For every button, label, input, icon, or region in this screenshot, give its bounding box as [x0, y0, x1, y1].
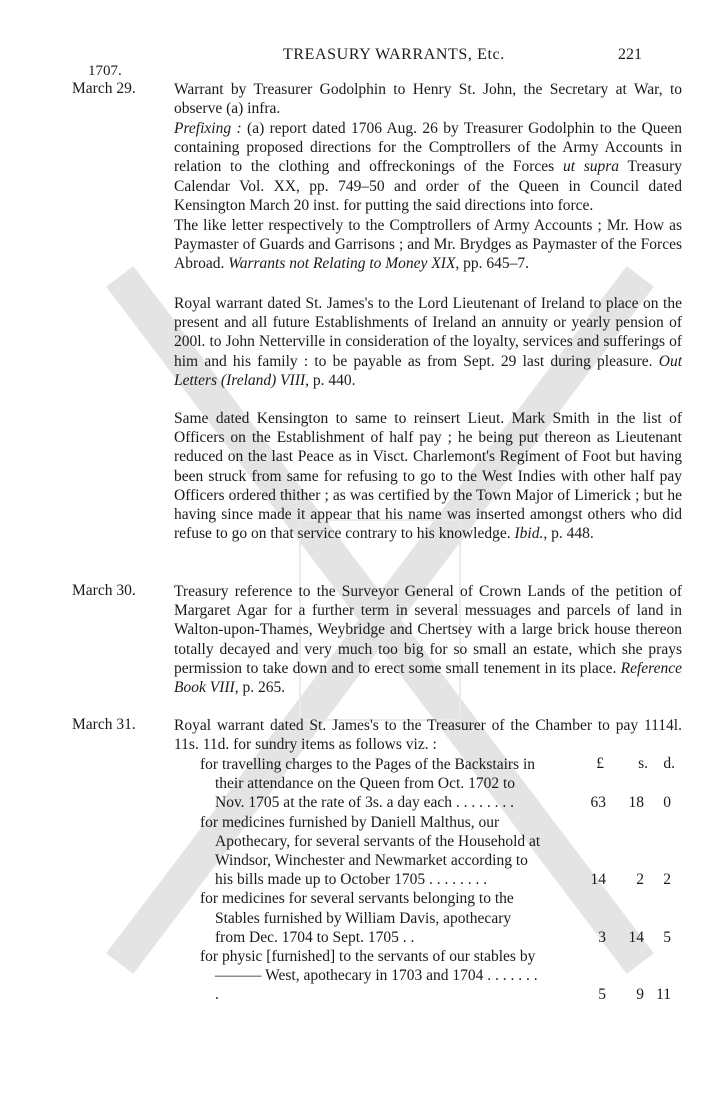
- text-fragment: 9: [636, 986, 644, 1004]
- text-fragment: for physic [furnished] to the servants of our stables by ——— West, apothecary in 1703 and 1704 . . . . . . . .: [200, 948, 538, 1004]
- amount: [552, 928, 682, 947]
- text-fragment: Royal warrant dated St. James's to the Treasurer of the Chamber to pay 1114l. 11s. 11d. for sundry items as follows viz. :: [174, 717, 682, 754]
- text-fragment: Warrant by Treasurer Godolphin to Henry St. John, the Secretary at War, to observe (a) infra.: [174, 81, 682, 118]
- payment-items: [200, 755, 682, 1005]
- text-fragment: Ibid.: [514, 525, 544, 543]
- text-fragment: 63: [590, 794, 606, 812]
- text-fragment: Royal warrant dated St. James's to the Lord Lieutenant of Ireland to place on the present and all future Establishments of Ireland an annuity or yearly pension of 200l. to John Netterville in consideration of the loyalty, services and sufferings of him and his family : to be payable as from Sept. 29 last during pleasure.: [174, 295, 682, 370]
- amount: [552, 794, 682, 813]
- list-item: [200, 813, 682, 890]
- text-fragment: , p. 440.: [305, 371, 356, 389]
- text-fragment: s.: [638, 755, 648, 772]
- text-fragment: Reference Book VIII: [174, 659, 682, 697]
- amount: [552, 870, 682, 889]
- page-number: 221: [618, 46, 642, 63]
- text-fragment: Treasury Calendar Vol. XX, pp. 749–50 and order of the Queen in Council dated Kensington March 20 inst. for putting the said directions into force.: [174, 158, 683, 214]
- entry-paragraph: [174, 216, 682, 274]
- text-fragment: 0: [663, 794, 671, 812]
- entry-paragraph: [174, 582, 682, 697]
- text-fragment: 14: [628, 928, 644, 946]
- text-fragment: Prefixing :: [174, 120, 242, 137]
- text-fragment: for travelling charges to the Pages of the Backstairs in their attendance on the Queen from Oct. 1702 to Nov. 1705 at the rate of 3s. a day each . . . . . . . .: [200, 756, 536, 812]
- text-fragment: £: [596, 755, 604, 772]
- year-label: 1707.: [88, 63, 122, 79]
- text-fragment: 14: [590, 871, 606, 889]
- text-fragment: d.: [663, 755, 675, 772]
- text-fragment: (a) report dated 1706 Aug. 26 by Treasurer Godolphin to the Queen containing proposed directions for the Comptrollers of the Army Accounts in relation to the clothing and offreckonings of the Forces: [174, 120, 683, 176]
- entry-date: March 29.: [72, 80, 136, 97]
- text-fragment: , pp. 645–7.: [455, 255, 530, 273]
- entry-paragraph: [174, 409, 682, 543]
- entry-date: March 31.: [72, 716, 136, 733]
- text-fragment: Warrants not Relating to Money XIX: [228, 255, 456, 273]
- text-fragment: ut supra: [562, 158, 620, 176]
- text-fragment: 11: [656, 986, 671, 1004]
- text-fragment: 3: [598, 928, 606, 946]
- text-fragment: 2: [636, 871, 644, 889]
- text-fragment: 5: [598, 986, 606, 1004]
- text-fragment: , p. 265.: [234, 679, 286, 697]
- text-fragment: 5: [663, 928, 671, 946]
- list-item: [200, 947, 682, 1005]
- text-fragment: 2: [663, 871, 671, 889]
- entry-paragraph: [174, 80, 682, 118]
- text-fragment: , p. 448.: [543, 525, 594, 543]
- entry-paragraph: [174, 294, 682, 390]
- entry-paragraph: [174, 716, 682, 754]
- text-fragment: Treasury reference to the Surveyor General of Crown Lands of the petition of Margaret Agar for a further term in several messuages and parcels of land in Walton-upon-Thames, Weybridge and Chertsey with a large brick house thereon totally decayed and very much too big for so small an estate, which she prays permission to take down and to erect some small tenement in its place.: [174, 583, 682, 677]
- text-fragment: for medicines for several servants belonging to the Stables furnished by William Davis, apothecary from Dec. 1704 to Sept. 1705 . .: [200, 890, 514, 946]
- amount: [552, 986, 682, 1005]
- text-fragment: for medicines furnished by Daniell Malthus, our Apothecary, for several servants of the Household at Windsor, Winchester and Newmarket according to his bills made up to October 1705 . . . . . . . .: [200, 813, 541, 889]
- list-item: [200, 755, 682, 813]
- text-fragment: Out Letters (Ireland) VIII: [174, 352, 682, 389]
- list-item: [200, 889, 682, 947]
- entry-paragraph: [174, 119, 682, 215]
- text-fragment: Same dated Kensington to same to reinsert Lieut. Mark Smith in the list of Officers on the Establishment of half pay ; he being put thereon as Lieutenant reduced on the last Peace as in Visct. Charlemont's Regiment of Foot but having been struck from same for refusing to go to the West Indies with other half pay Officers ordered thither ; as was certified by the Town Major of Limerick ; but he having since made it appear that his name was inserted amongst others who did refuse to go on that service contrary to his knowledge.: [174, 410, 682, 543]
- running-title: TREASURY WARRANTS, Etc.: [283, 46, 505, 63]
- entry-date: March 30.: [72, 582, 136, 599]
- running-head: [0, 46, 722, 79]
- text-fragment: 18: [628, 794, 644, 812]
- text-fragment: The like letter respectively to the Comptrollers of Army Accounts ; Mr. How as Paymaster of Guards and Garrisons ; and Mr. Brydges as Paymaster of the Forces Abroad.: [174, 217, 682, 273]
